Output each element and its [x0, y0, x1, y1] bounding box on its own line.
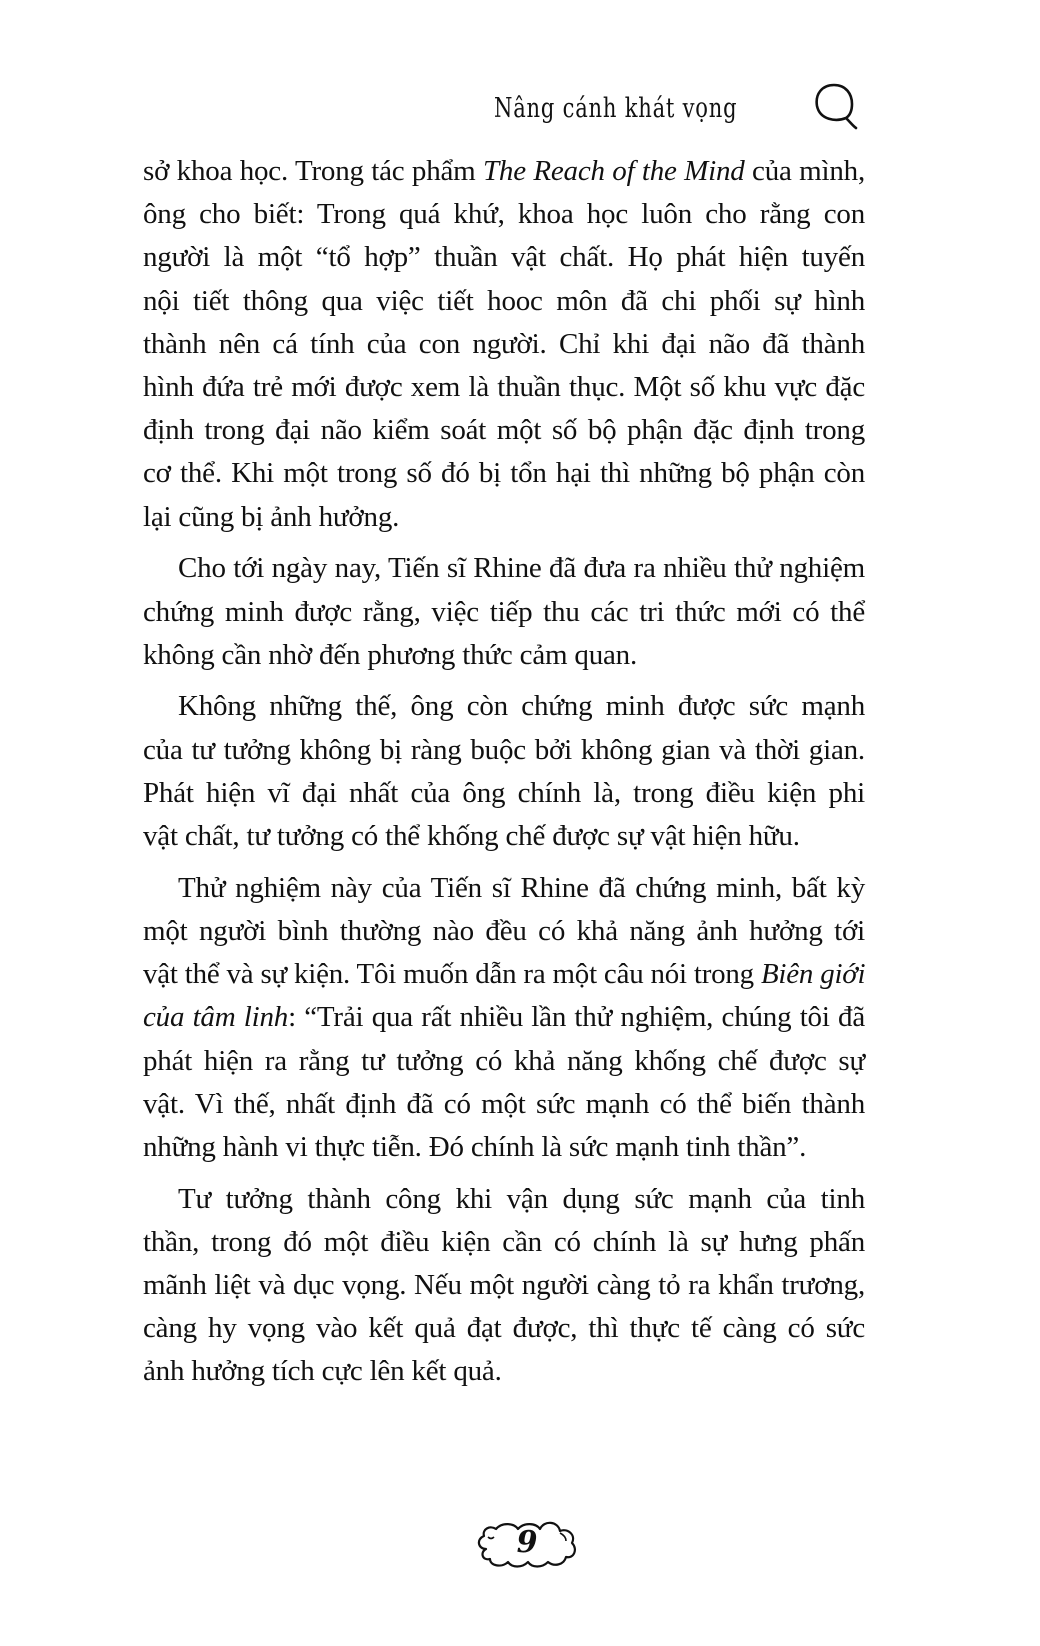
text-segment: thần, trong đó một điều kiện cần có chính là sự hưng phấn [143, 1225, 865, 1258]
text-segment: ông cho biết: Trong quá khứ, khoa học luôn cho rằng con [143, 198, 865, 231]
text-segment: càng hy vọng vào kết quả đạt được, thì thực tế càng có sức [143, 1312, 865, 1345]
text-segment: người là một “tổ hợp” thuần vật chất. Họ phát hiện tuyến [143, 241, 865, 274]
q-ornament-icon [812, 78, 858, 134]
text-line [143, 1126, 865, 1169]
text-line [143, 634, 865, 677]
paragraph [143, 685, 865, 858]
text-line [143, 193, 865, 236]
text-line [143, 910, 865, 953]
text-line [143, 685, 865, 728]
text-segment: vật. Vì thế, nhất định đã có một sức mạnh có thể biến thành [143, 1087, 865, 1120]
text-line [143, 1350, 865, 1393]
text-segment: của mình, [744, 155, 865, 187]
text-line [143, 591, 865, 634]
text-line [143, 236, 865, 279]
text-line [143, 366, 865, 409]
text-segment: ảnh hưởng tích cực lên kết quả. [143, 1355, 502, 1388]
text-segment: Phát hiện vĩ đại nhất của ông chính là, trong điều kiện phi [143, 776, 865, 809]
text-line [143, 1083, 865, 1126]
text-segment: định trong đại não kiểm soát một số bộ phận đặc định trong [143, 414, 865, 447]
text-line [143, 1178, 865, 1221]
text-segment: : “Trải qua rất nhiều lần thử nghiệm, chúng tôi đã [288, 1001, 865, 1034]
text-line [143, 280, 865, 323]
text-line [143, 1221, 865, 1264]
text-line [143, 150, 865, 193]
text-segment: phát hiện ra rằng tư tưởng có khả năng khống chế được sự [143, 1044, 865, 1077]
text-line [143, 815, 865, 858]
text-line [143, 547, 865, 590]
text-line [143, 496, 865, 539]
text-segment: vật thể và sự kiện. Tôi muốn dẫn ra một câu nói trong [143, 958, 761, 991]
text-line [143, 409, 865, 452]
text-segment: hình đứa trẻ mới được xem là thuần thục. Một số khu vực đặc [143, 371, 865, 404]
text-segment: cơ thể. Khi một trong số đó bị tổn hại thì những bộ phận còn [143, 457, 865, 490]
text-segment: vật chất, tư tưởng có thể khống chế được sự vật hiện hữu. [143, 820, 800, 853]
text-line [143, 772, 865, 815]
text-line [143, 996, 865, 1039]
text-segment: sở khoa học. Trong tác phẩm [143, 155, 483, 187]
paragraph [143, 150, 865, 539]
page-number-ornament [474, 1519, 580, 1569]
italic-title: The Reach of the Mind [483, 155, 745, 187]
paragraph [143, 867, 865, 1169]
text-segment: không cần nhờ đến phương thức cảm quan. [143, 638, 638, 671]
text-segment: những hành vi thực tiễn. Đó chính là sức mạnh tinh thần”. [143, 1130, 807, 1163]
text-segment: chứng minh được rằng, việc tiếp thu các tri thức mới có thể [143, 595, 865, 628]
running-header [494, 78, 864, 138]
text-line [143, 867, 865, 910]
text-segment: mãnh liệt và dục vọng. Nếu một người càng tỏ ra khẩn trương, [143, 1269, 865, 1302]
text-segment: của tư tưởng không bị ràng buộc bởi không gian và thời gian. [143, 733, 865, 766]
text-line [143, 323, 865, 366]
body-text [143, 150, 865, 1394]
text-line [143, 1040, 865, 1083]
paragraph [143, 1178, 865, 1394]
text-line [143, 452, 865, 495]
italic-title: Biên giới [760, 958, 866, 991]
text-segment: lại cũng bị ảnh hưởng. [143, 500, 400, 533]
text-line [143, 729, 865, 772]
italic-title: của tâm linh [143, 1001, 289, 1034]
text-segment: thành nên cá tính của con người. Chỉ khi đại não đã thành [143, 327, 865, 360]
text-segment: Thử nghiệm này của Tiến sĩ Rhine đã chứng minh, bất kỳ [178, 871, 865, 904]
text-line [143, 1307, 865, 1350]
text-line [143, 953, 865, 996]
text-segment: Cho tới ngày nay, Tiến sĩ Rhine đã đưa ra nhiều thử nghiệm [178, 552, 865, 585]
text-segment: Tư tưởng thành công khi vận dụng sức mạnh của tinh [178, 1182, 865, 1215]
text-segment: nội tiết thông qua việc tiết hooc môn đã chi phối sự hình [143, 284, 865, 317]
text-line [143, 1264, 865, 1307]
running-title: Nâng cánh khát vọng [494, 92, 738, 124]
page-number: 9 [516, 1525, 538, 1560]
paragraph [143, 547, 865, 677]
text-segment: một người bình thường nào đều có khả năng ảnh hưởng tới [143, 914, 865, 947]
text-segment: Không những thế, ông còn chứng minh được sức mạnh [178, 690, 865, 723]
